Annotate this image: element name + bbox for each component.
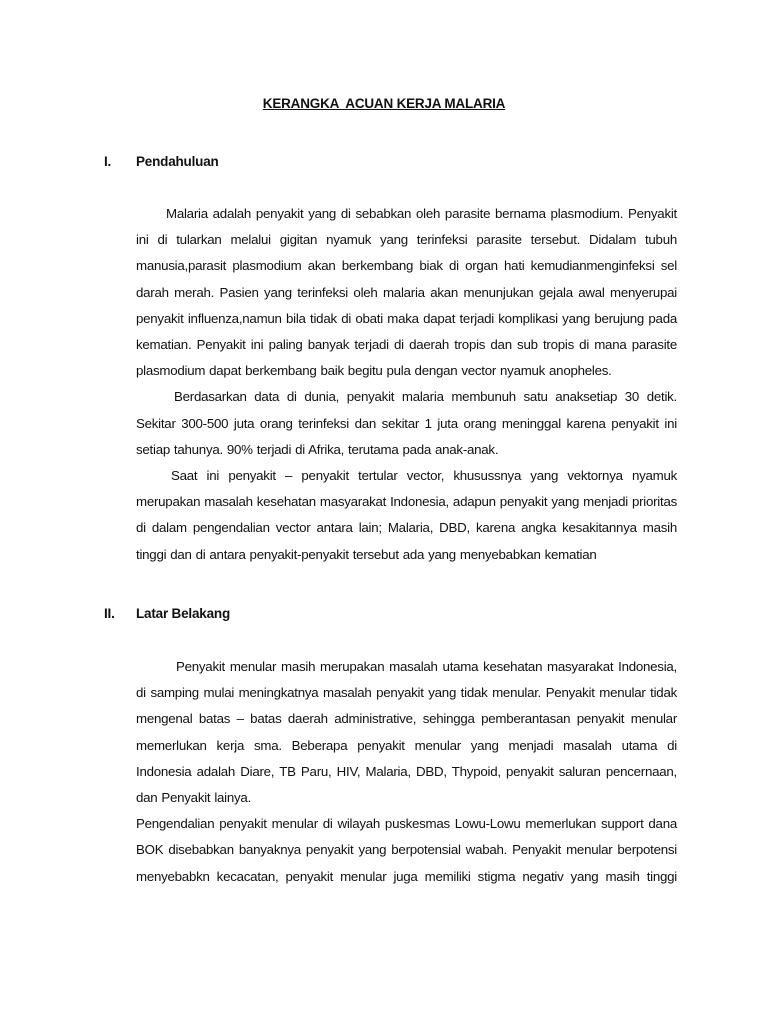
paragraph: Berdasarkan data di dunia, penyakit malaria membunuh satu anaksetiap 30 detik. Sekitar 300-500 juta orang terinfeksi dan sekitar 1 juta orang meninggal karena penyakit ini setiap tahunya. 90% terjadi di Afrika, terutama pada anak-anak. [136,389,677,457]
paragraph: Penyakit menular masih merupakan masalah utama kesehatan masyarakat Indonesia, di samping mulai meningkatnya masalah penyakit yang tidak menular. Penyakit menular tidak mengenal batas – batas daerah administrative, sehingga pemberantasan penyakit menular memerlukan kerja sma. Beberapa penyakit menular yang menjadi masalah utama di Indonesia adalah Diare, TB Paru, HIV, Malaria, DBD, Thypoid, penyakit saluran pencernaan, dan Penyakit lainya. [136,659,677,806]
paragraph: Pengendalian penyakit menular di wilayah puskesmas Lowu-Lowu memerlukan support dana BOK disebabkan banyaknya penyakit yang berpotensial wabah. Penyakit menular berpotensi menyebabkn kecacatan, penyakit menular juga memiliki stigma negativ yang masih tinggi [136,816,677,884]
section-title: Pendahuluan [136,154,219,169]
paragraph: Saat ini penyakit – penyakit tertular vector, khusussnya yang vektornya nyamuk merupakan masalah kesehatan masyarakat Indonesia, adapun penyakit yang menjadi prioritas di dalam pengendalian vector antara lain; Malaria, DBD, karena angka kesakitannya masih tinggi dan di antara penyakit-penyakit tersebut ada yang menyebabkan kematian [136,468,677,562]
section-heading-pendahuluan [104,154,219,169]
section-title: Latar Belakang [136,606,230,621]
page-title: KERANGKA ACUAN KERJA MALARIA [262,96,506,111]
section-body-pendahuluan [136,201,677,568]
section-number: I. [104,154,112,169]
section-heading-latar-belakang [104,606,230,621]
paragraph: Malaria adalah penyakit yang di sebabkan oleh parasite bernama plasmodium. Penyakit ini di tularkan melalui gigitan nyamuk yang terinfeksi parasite tersebut. Didalam tubuh manusia,parasit plasmodium akan berkembang biak di organ hati kemudianmenginfeksi sel darah merah. Pasien yang terinfeksi oleh malaria akan menunjukan gejala awal menyerupai penyakit influenza,namun bila tidak di obati maka dapat terjadi komplikasi yang berujung pada kematian. Penyakit ini paling banyak terjadi di daerah tropis dan sub tropis di mana parasite plasmodium dapat berkembang baik begitu pula dengan vector nyamuk anopheles. [136,206,677,379]
section-body-latar-belakang [136,654,677,890]
section-number: II. [104,606,115,621]
